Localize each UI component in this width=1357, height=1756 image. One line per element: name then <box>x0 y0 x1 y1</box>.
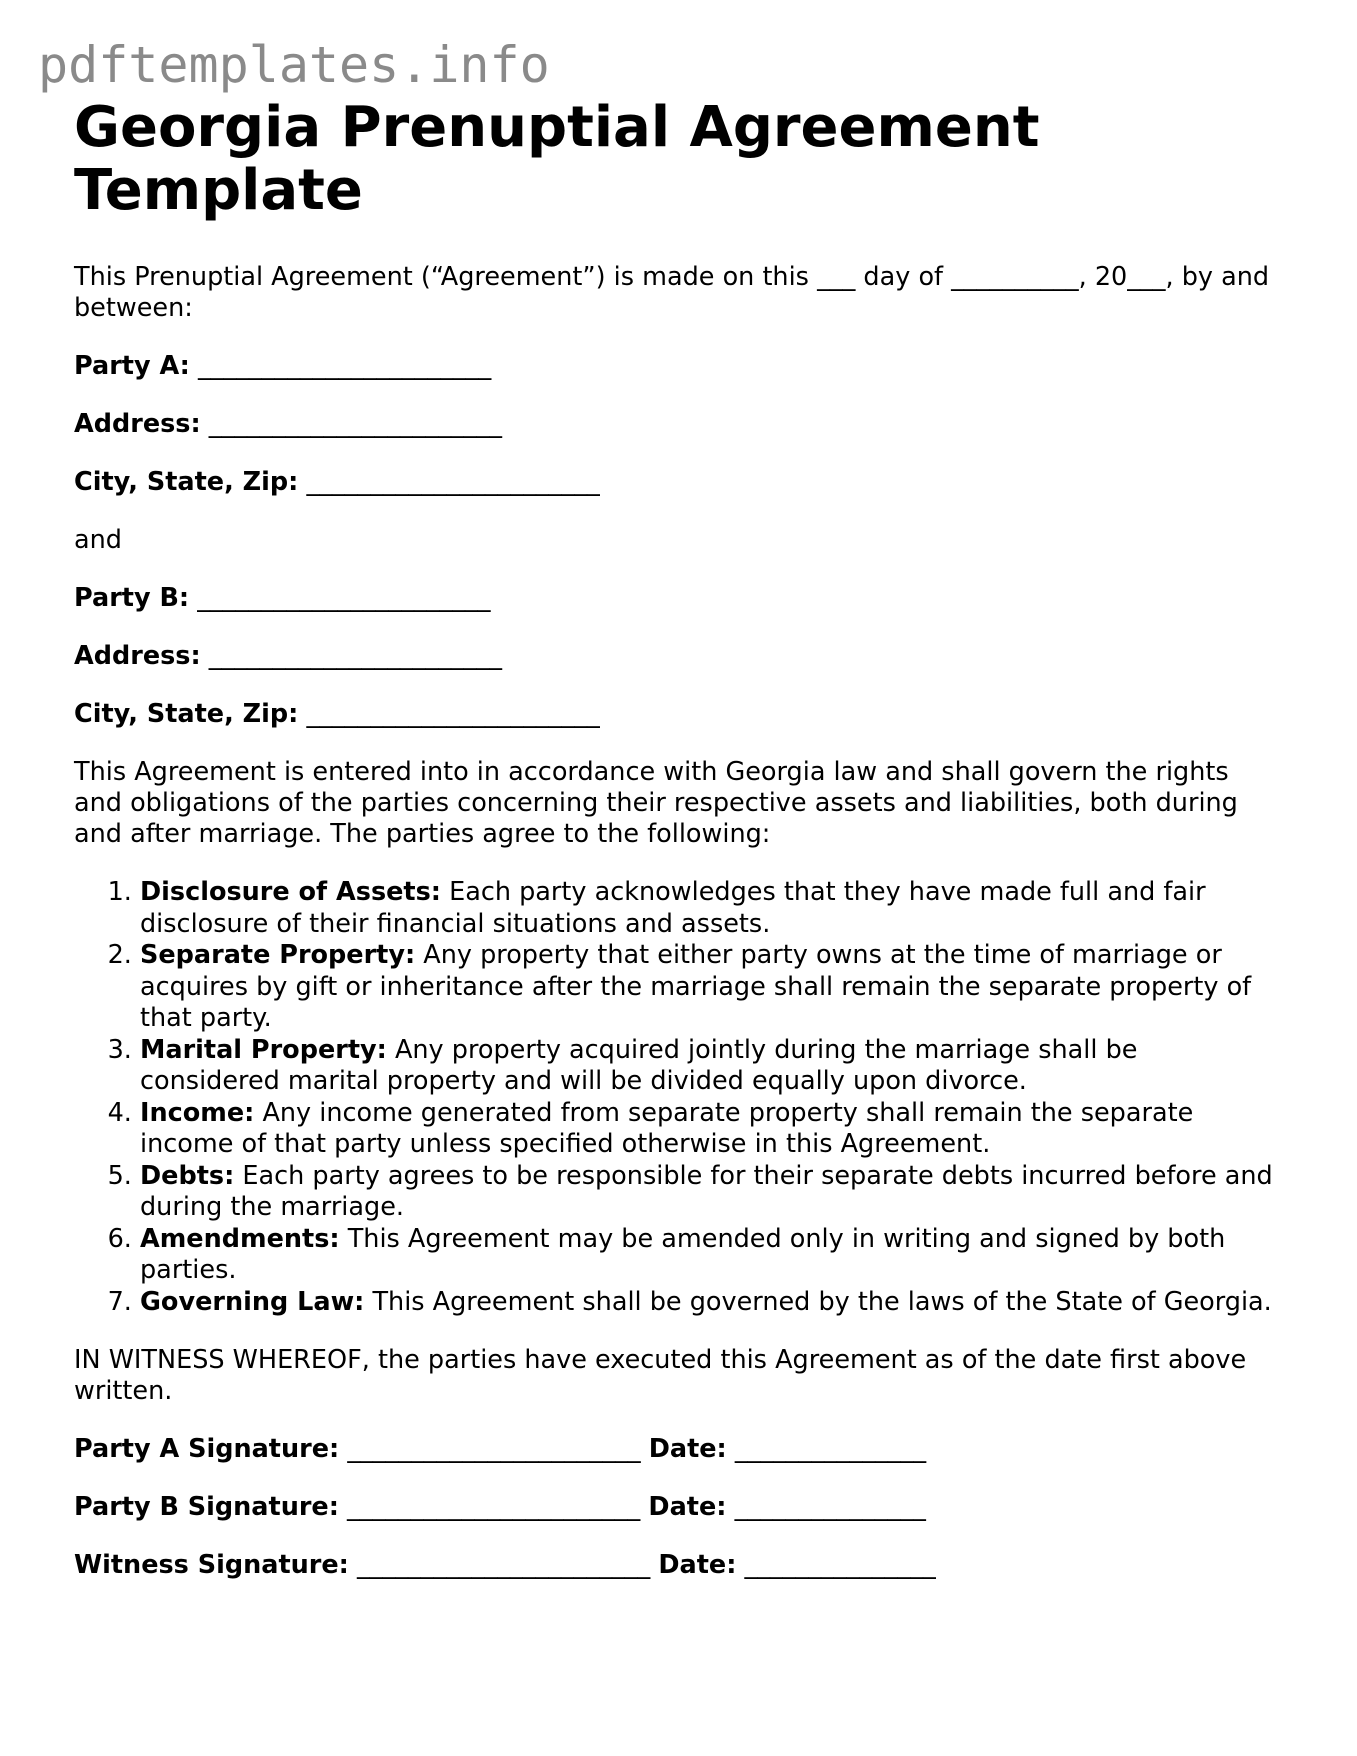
clause-title: Separate Property: <box>140 940 416 970</box>
clause-text: Each party acknowledges that they have made full and fair disclosure of their financial situations and assets. <box>140 877 1206 939</box>
clause-text: This Agreement may be amended only in writing and signed by both parties. <box>140 1223 1226 1285</box>
clause-text: Any property that either party owns at the time of marriage or acquires by gift or inheritance after the marriage shall remain the separate property of that party. <box>140 940 1252 1033</box>
witness-signature-blank[interactable]: _______________________ <box>356 1550 651 1580</box>
party-a-signature-blank[interactable]: _______________________ <box>347 1434 641 1464</box>
title-line-1: Georgia Prenuptial Agreement <box>74 95 1040 160</box>
party-a-signature-row <box>74 1434 1284 1465</box>
clause-title: Governing Law: <box>140 1286 365 1317</box>
clause-list <box>74 877 1284 1318</box>
party-b-name-blank[interactable]: _______________________ <box>197 583 491 613</box>
clause-title: Marital Property: <box>140 1034 387 1065</box>
party-a-date-label: Date: <box>648 1434 727 1464</box>
party-b-address-label: Address: <box>74 641 201 671</box>
title-line-2: Template <box>74 158 363 223</box>
watermark: pdftemplates.info <box>38 36 550 94</box>
party-b-name-label: Party B: <box>74 583 190 613</box>
party-a-name-blank[interactable]: _______________________ <box>198 351 492 381</box>
clause-item <box>140 1098 1284 1161</box>
clause-item <box>140 1161 1284 1224</box>
party-a-address-blank[interactable]: _______________________ <box>208 409 503 439</box>
and-text: and <box>74 525 122 555</box>
witness-signature-row <box>74 1550 1284 1581</box>
clause-text: Each party agrees to be responsible for their separate debts incurred before and during the marriage. <box>140 1160 1273 1222</box>
party-b-city-label: City, State, Zip: <box>74 699 299 729</box>
party-a-name-field <box>74 351 1284 382</box>
party-a-city-blank[interactable]: _______________________ <box>306 467 600 497</box>
document-page <box>74 96 1284 1581</box>
clause-title: Debts: <box>140 1160 235 1191</box>
clause-title: Disclosure of Assets: <box>140 877 441 907</box>
party-a-name-label: Party A: <box>74 351 190 381</box>
clause-text: This Agreement shall be governed by the laws of the State of Georgia. <box>372 1286 1272 1317</box>
clause-item <box>140 940 1284 1035</box>
clause-item <box>140 1287 1284 1319</box>
party-b-address-blank[interactable]: _______________________ <box>208 641 503 671</box>
party-b-signature-blank[interactable]: _______________________ <box>347 1492 641 1522</box>
party-b-city-field <box>74 699 1284 730</box>
witness-signature-label: Witness Signature: <box>74 1550 349 1580</box>
clause-title: Amendments: <box>140 1223 340 1254</box>
party-b-signature-label: Party B Signature: <box>74 1492 339 1522</box>
clause-text: Any property acquired jointly during the marriage shall be considered marital property and will be divided equally upon divorce. <box>140 1034 1138 1096</box>
party-a-address-field <box>74 409 1284 440</box>
party-a-address-label: Address: <box>74 409 201 439</box>
party-a-city-field <box>74 467 1284 498</box>
clause-title: Income: <box>140 1097 255 1128</box>
party-b-name-field <box>74 583 1284 614</box>
document-title <box>74 96 1284 222</box>
party-b-address-field <box>74 641 1284 672</box>
party-b-city-blank[interactable]: _______________________ <box>306 699 600 729</box>
clause-item <box>140 1035 1284 1098</box>
party-b-date-label: Date: <box>648 1492 727 1522</box>
clause-item <box>140 1224 1284 1287</box>
party-a-signature-label: Party A Signature: <box>74 1434 340 1464</box>
party-b-signature-row <box>74 1492 1284 1523</box>
party-b-date-blank[interactable]: _______________ <box>734 1492 926 1522</box>
witness-date-blank[interactable]: _______________ <box>744 1550 936 1580</box>
witness-paragraph: IN WITNESS WHEREOF, the parties have executed this Agreement as of the date first above written. <box>74 1345 1247 1406</box>
clause-text: Any income generated from separate property shall remain the separate income of that party unless specified otherwise in this Agreement. <box>140 1097 1194 1159</box>
body-paragraph: This Agreement is entered into in accordance with Georgia law and shall govern the rights and obligations of the parties concerning their respective assets and liabilities, both during and after marriage. The parties agree to the following: <box>74 757 1238 849</box>
intro-paragraph: This Prenuptial Agreement (“Agreement”) is made on this ___ day of __________, 20___, by and between: <box>74 262 1270 323</box>
party-a-date-blank[interactable]: _______________ <box>734 1434 927 1464</box>
witness-date-label: Date: <box>658 1550 737 1580</box>
clause-item <box>140 877 1284 940</box>
party-a-city-label: City, State, Zip: <box>74 467 299 497</box>
